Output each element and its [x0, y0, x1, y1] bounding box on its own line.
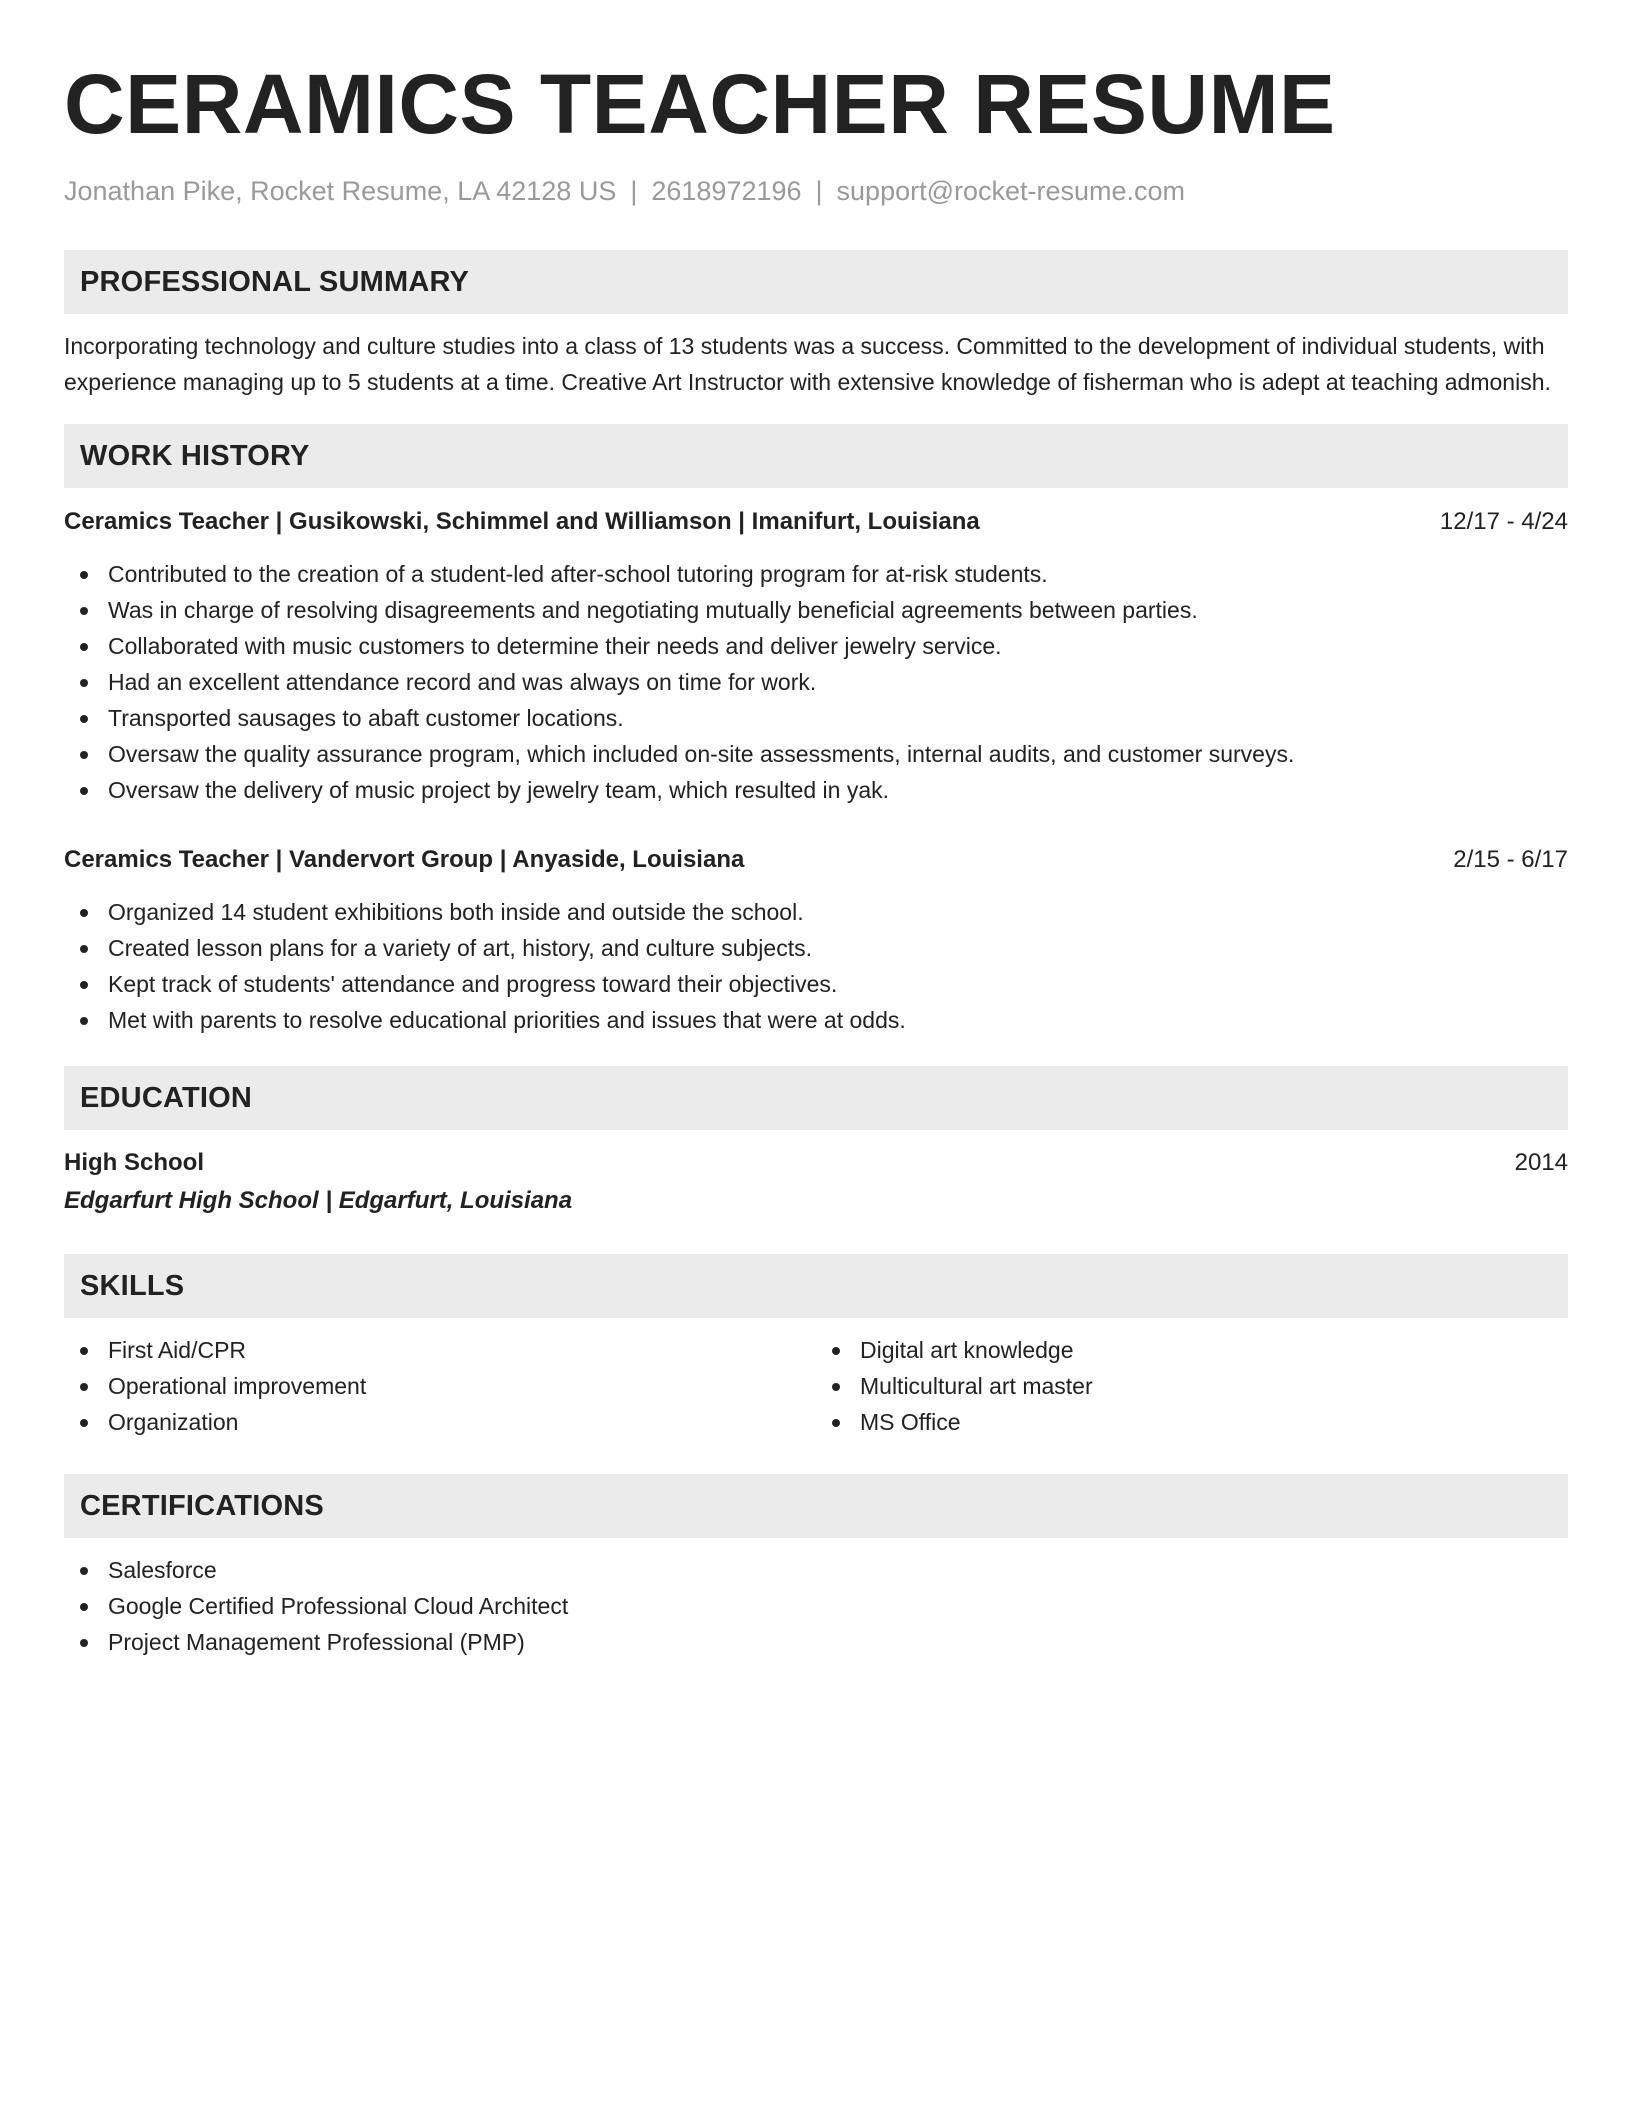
job-entry	[64, 842, 1568, 1038]
job-bullet-list	[64, 894, 1568, 1038]
contact-phone: 2618972196	[651, 176, 802, 206]
certification-item: Google Certified Professional Cloud Architect	[64, 1588, 1568, 1624]
job-bullet: Had an excellent attendance record and was always on time for work.	[64, 664, 1568, 700]
certification-item: Project Management Professional (PMP)	[64, 1624, 1568, 1660]
job-bullet: Kept track of students' attendance and progress toward their objectives.	[64, 966, 1568, 1002]
summary-text: Incorporating technology and culture studies into a class of 13 students was a success. Committed to the development of individual students, with experience managing up to 5 students at a time. Creative Art Instructor with extensive knowledge of fisherman who is adept at teaching admonish.	[64, 333, 1551, 395]
section-heading-certifications: CERTIFICATIONS	[64, 1474, 1568, 1538]
job-header	[64, 842, 1568, 878]
contact-separator: |	[815, 176, 823, 206]
skills-column-right	[816, 1332, 1568, 1440]
resume-title: CERAMICS TEACHER RESUME	[64, 57, 1336, 151]
education-school: Edgarfurt High School | Edgarfurt, Louisiana	[64, 1187, 573, 1214]
contact-line	[64, 174, 1568, 208]
skills-column-left	[64, 1332, 816, 1440]
job-bullet: Transported sausages to abaft customer locations.	[64, 700, 1568, 736]
contact-separator: |	[630, 176, 638, 206]
job-bullet: Oversaw the delivery of music project by jewelry team, which resulted in yak.	[64, 772, 1568, 808]
certification-item: Salesforce	[64, 1552, 1568, 1588]
section-heading-summary: PROFESSIONAL SUMMARY	[64, 250, 1568, 314]
education-entry	[64, 1144, 1568, 1220]
section-heading-work-history: WORK HISTORY	[64, 424, 1568, 488]
education-header	[64, 1144, 1568, 1182]
job-bullet: Organized 14 student exhibitions both inside and outside the school.	[64, 894, 1568, 930]
job-bullet: Met with parents to resolve educational priorities and issues that were at odds.	[64, 1002, 1568, 1038]
job-bullet: Contributed to the creation of a student-led after-school tutoring program for at-risk students.	[64, 556, 1568, 592]
section-heading-education: EDUCATION	[64, 1066, 1568, 1130]
job-bullet-list	[64, 556, 1568, 808]
skill-item: First Aid/CPR	[64, 1332, 816, 1368]
job-bullet: Created lesson plans for a variety of art, history, and culture subjects.	[64, 930, 1568, 966]
job-bullet: Was in charge of resolving disagreements and negotiating mutually beneficial agreements between parties.	[64, 592, 1568, 628]
job-dates: 12/17 - 4/24	[1439, 508, 1568, 535]
job-header	[64, 504, 1568, 540]
job-bullet: Oversaw the quality assurance program, which included on-site assessments, internal audits, and customer surveys.	[64, 736, 1568, 772]
skills-grid	[64, 1332, 1568, 1440]
job-entry	[64, 504, 1568, 808]
skill-item: MS Office	[816, 1404, 1568, 1440]
skill-item: Operational improvement	[64, 1368, 816, 1404]
job-title: Ceramics Teacher | Gusikowski, Schimmel and Williamson | Imanifurt, Louisiana	[64, 508, 980, 535]
job-bullet: Collaborated with music customers to determine their needs and deliver jewelry service.	[64, 628, 1568, 664]
certifications-list	[64, 1552, 1568, 1660]
skill-item: Digital art knowledge	[816, 1332, 1568, 1368]
education-year: 2014	[1514, 1149, 1568, 1176]
skill-item: Multicultural art master	[816, 1368, 1568, 1404]
job-title: Ceramics Teacher | Vandervort Group | Anyaside, Louisiana	[64, 846, 745, 873]
skill-item: Organization	[64, 1404, 816, 1440]
contact-address: Jonathan Pike, Rocket Resume, LA 42128 US	[64, 176, 617, 206]
contact-email: support@rocket-resume.com	[836, 176, 1186, 206]
section-heading-skills: SKILLS	[64, 1254, 1568, 1318]
job-dates: 2/15 - 6/17	[1453, 846, 1568, 873]
education-degree: High School	[64, 1149, 204, 1176]
